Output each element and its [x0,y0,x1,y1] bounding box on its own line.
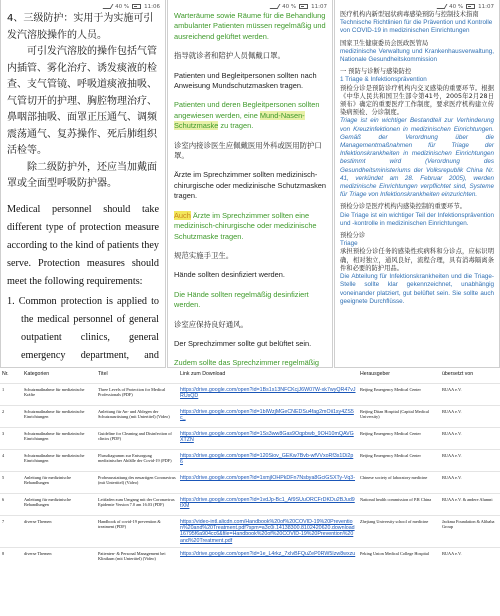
cell-translator: BUAA e.V. [440,547,500,569]
cell-nr: 1 [0,384,22,406]
cell-title: Leitfaden zum Umgang mit der Coronavirus Epidemie Version 7.0 am 16.03 (PDF) [96,494,178,516]
cell-category: diverse Themen [22,516,96,548]
download-link[interactable]: https://drive.google.com/open?id=1vdJp-Bc1_Af9SUuORCFrDKDu2BJud9tXM [178,494,358,516]
issuer-de: medizinische Verwaltung und Krankenhausverwaltung, Nationale Gesundheitskommission [340,47,494,64]
status-time: 11:07 [311,3,327,10]
cell-translator: BUAA e.V. [440,384,500,406]
status-time: 11:07 [478,3,494,10]
col-header-category: Kategorien [24,371,50,377]
subsection-zh: 预检分诊 [340,232,366,240]
cell-nr: 8 [0,547,22,569]
signal-icon [103,4,114,9]
source-zh: 诊室应保持良好通风。 [174,319,248,329]
signal-icon [437,4,448,9]
cell-title: Three Levels of Protection for Medical Professionals (PDF) [96,384,178,406]
cell-title: Patienten- & Personal Management bei Klinikum (mit Untertitel) (Video) [96,547,178,569]
col-header-title: Titel [98,371,108,377]
status-time: 11:06 [144,3,160,10]
battery-icon [132,4,141,9]
cell-publisher: Peking Union Medical College Hospital [358,547,440,569]
table-row [0,472,500,494]
col-header-translator: übersetzt von [442,371,474,377]
battery-icon [466,4,475,9]
body-zh: 预检分诊是预防诊疗机构内交叉感染的重要环节。根据《中华人民共和国卫生部令第41号，2005年2月28日颁布》确定的重要医疗工作制度，要求医疗机构建立传染病预检、分诊制度。 [340,84,494,117]
translation-draft: Patienten und Begleitpersonen sollten nach Anweisung Mundschutzmasken tragen. [174,70,317,91]
translation-draft: Ärzte im Sprechzimmer sollten medizinisch-chirurgische oder medizinische Schutzmasken tragen. [174,170,326,201]
english-text [1,201,165,369]
download-link[interactable]: https://drive.google.com/open?id=1Bs1s13NFCKcjJ6W07W-xk7wyQR47vJRUsQD [178,384,358,406]
translation-revised: Die Hände sollten regelmäßig desinfiziert werden. [174,289,309,310]
translation-text [168,11,332,368]
col-header-nr: Nr. [2,371,9,377]
cell-translator: BUAA e.V. [440,472,500,494]
zh-paragraph: 可引发汽溶胶的操作包括气管内插管、雾化治疗、诱发痰液的检查、支气管镜、呼吸道痰液抽吸、气管切开的护理、胸腔物理治疗、鼻咽部抽吸、面罩正压通气、调频震荡通气、复苏操作、死后肺组织活检等。 [7,46,157,156]
chinese-text [1,11,165,193]
battery-icon [299,4,308,9]
en-list-item: 1. Common protection is applied to the medical personnel of general outpatient clinics, general emergency department, and [7,295,159,361]
source-zh: 指导就诊者和陪护人员佩戴口罩。 [174,51,285,61]
issuer-zh: 国家卫生健康委员会医政医管局 [340,39,429,47]
status-bar [1,0,165,11]
cell-nr: 7 [0,516,22,548]
zh-paragraph: 除二级防护外，还应当加戴面罩或全面型呼吸防护器。 [7,161,157,189]
download-link[interactable]: https://drive.google.com/open?id=1xmjIOHPkDFn7Nsbya8GciGSXTy-Vq3- [178,472,358,494]
table-row [0,494,500,516]
body-zh: 预检分诊是医疗机构内感染控制的重要环节。 [340,203,466,211]
battery-level: 40 % [449,3,464,10]
table-header-row [0,368,500,384]
translation-draft: Hände sollten desinfiziert werden. [174,270,285,280]
body-de: Triage ist ein wichtiger Bestandteil zur Verhinderung von Kreuzinfektionen in medizinischen Einrichtungen. Gemäß der Verordnung über die Managementmaßnahmen für Triage der Infektionskrankheiten in medizinischen Einrichtungen bestimmt wird (Verordnung des Gesundheitsministeriums der Volksrepublik China Nr. 41, verkündet am 28. Februar 2005), werden medizinische Einrichtungen verpflichtet sind, Systeme für Triage von Infektionskrankheiten einzurichten. [340,117,494,199]
cell-title: Handbook of covid-19 prevention & treatment (PDF) [96,516,178,548]
download-table [0,368,500,616]
table-row [0,406,500,428]
table-row [0,516,500,548]
table-row [0,428,500,450]
download-link[interactable]: https://drive.google.com/open?id=1e_L4rkz_7xIvBFQuZeP0RW5Izw8wxzu [178,547,358,569]
status-bar [335,0,499,11]
cell-title: Anleitung für An- und Ablegen der Schutzausrüstung (mit Untertitel) (Video) [96,406,178,428]
cell-category: Anleitung für medizinische Behandlungen [22,494,96,516]
source-zh: 诊室内接诊医生应佩戴医用外科或医用防护口罩。 [174,140,322,161]
subsection-de: Triage [340,240,358,248]
section-zh: 一 预防与诊断与感染防控 [340,68,412,76]
cell-nr: 2 [0,406,22,428]
table-row [0,384,500,406]
translation-revised: Patienten und deren Begleitpersonen sollten angewiesen werden, eine Mund-Nasen-Schutzmaske zu tragen. [174,100,320,131]
cell-translator: BUAA e.V. [440,406,500,428]
screenshot-panel-guideline [334,0,500,368]
cell-publisher: Beijing Emergency Medical Center [358,384,440,406]
body-zh: 承担预检分诊任务的感染性疾病科和分诊点，应标识明确，相对独立，通风良好，流程合理，具有消毒隔离条件和必要的防护用品。 [340,248,494,272]
cell-publisher: Beijing Emergency Medical Center [358,450,440,472]
cell-nr: 6 [0,494,22,516]
download-link[interactable]: https://drive.google.com/open?id=120Siov_GEKw7Bvb-wfVVxoRf3s1Di2p6 [178,450,358,472]
cell-category: Schutzmaßnahme für medizinische Einrichtungen [22,428,96,450]
download-link[interactable]: https://video-intl.alicdn.com/Handbook%20of%20COVID-19%20Prevention%20and%20Treatment.pdf?spm=a3c0i.14138300.8102420620.download 16795f6a904cc6&file=Handbook%20of%20COVID-19%20Prevention%20and%20Treatment.pdf [178,516,358,548]
translation-revised: Auch Ärzte im Sprechzimmer sollten eine medizinisch-chirurgische oder medizinische Schutzmaske tragen. [174,210,317,241]
title-de: Technische Richtlinien für die Prävention und Kontrolle von COVID-19 in medizinischen Einrichtungen [340,19,493,35]
screenshot-panel-german-translation [167,0,333,368]
en-intro: Medical personnel should take different type of protection measure according to the kind of patients they serve. Protection measures should meet the following requirements: [7,203,159,287]
source-zh: 规范实施手卫生。 [174,250,234,260]
cell-translator: Jackma Foundation & Alibaba Group [440,516,500,548]
battery-level: 40 % [282,3,297,10]
cell-category: diverse Themen [22,547,96,569]
cell-publisher: Beijing Ditan Hospital (Capital Medical University) [358,406,440,428]
cell-nr: 4 [0,450,22,472]
col-header-link: Link zum Download [180,371,226,377]
screenshot-panel-chinese-english [0,0,166,368]
cell-translator: BUAA e.V. [440,428,500,450]
body-de: Die Triage ist ein wichtiger Teil der Infektionsprävention und -kontrolle in medizinischen Einrichtungen. [340,211,494,227]
zh-heading: 4、三级防护：实用于为实施可引发汽溶胶操作的人员。 [7,13,154,41]
translation-draft: Der Sprechzimmer sollte gut belüftet sein. [174,338,312,348]
download-link[interactable]: https://drive.google.com/open?id=1bIWzjMGeCNEDSu4fag2mOii1sy4ZS5c_ [178,406,358,428]
cell-category: Schutzmaßnahme für medizinische Einrichtungen [22,406,96,428]
cell-publisher: Beijing Emergency Medical Center [358,428,440,450]
guideline-text [335,11,499,306]
cell-category: Schutzmaßnahme für medizinische Kräfte [22,384,96,406]
body-de: Die Abteilung für Infektionskrankheiten und die Triage-Stelle sollte klar gekennzeichnet, unabhängig voneinander platziert, gut belüftet sein. Sie sollte auch geeignete Durchflüsse. [340,273,494,305]
table-row [0,547,500,569]
cell-nr: 5 [0,472,22,494]
cell-title: Guideline for Cleaning and Disinfection of clinics (PDF) [96,428,178,450]
cell-translator: BUAA e.V. [440,450,500,472]
signal-icon [270,4,281,9]
cell-publisher: National health commission of P.R China [358,494,440,516]
status-bar [168,0,332,11]
battery-level: 40 % [115,3,130,10]
cell-title: Probeausstattung des neuartigen Coronavirus (mit Untertitel) (Video) [96,472,178,494]
cell-title: Flussdiagramm zur Entsorgung medizinischer Abfälle der Covid-19 (PDF) [96,450,178,472]
cell-category: Anleitung für medizinische Behandlungen [22,472,96,494]
translation-revised: Warteräume sowie Räume für die Behandlung ambulanter Patienten müssen regelmäßig und ausreichend gelüftet werden. [174,11,326,41]
cell-nr: 3 [0,428,22,450]
translation-revised: Zudem sollte das Sprechzimmer regelmäßig [174,358,319,368]
cell-translator: BUAA e.V. & andere Alumni [440,494,500,516]
cell-publisher: Chinese society of laboratory medicine [358,472,440,494]
cell-publisher: Zhejiang University school of medicine [358,516,440,548]
table-row [0,450,500,472]
cell-category: Schutzmaßnahme für medizinische Einrichtungen [22,450,96,472]
section-de: 1 Triage & Infektionsprävention [340,76,427,84]
col-header-publisher: Herausgeber [360,371,390,377]
title-zh: 医疗机构内新型冠状病毒感染预防与控制技术指南 [340,11,479,18]
download-link[interactable]: https://drive.google.com/open?id=1Ss3ww8Gas9Oqpbwb_9OH10mQAVGXTZN [178,428,358,450]
